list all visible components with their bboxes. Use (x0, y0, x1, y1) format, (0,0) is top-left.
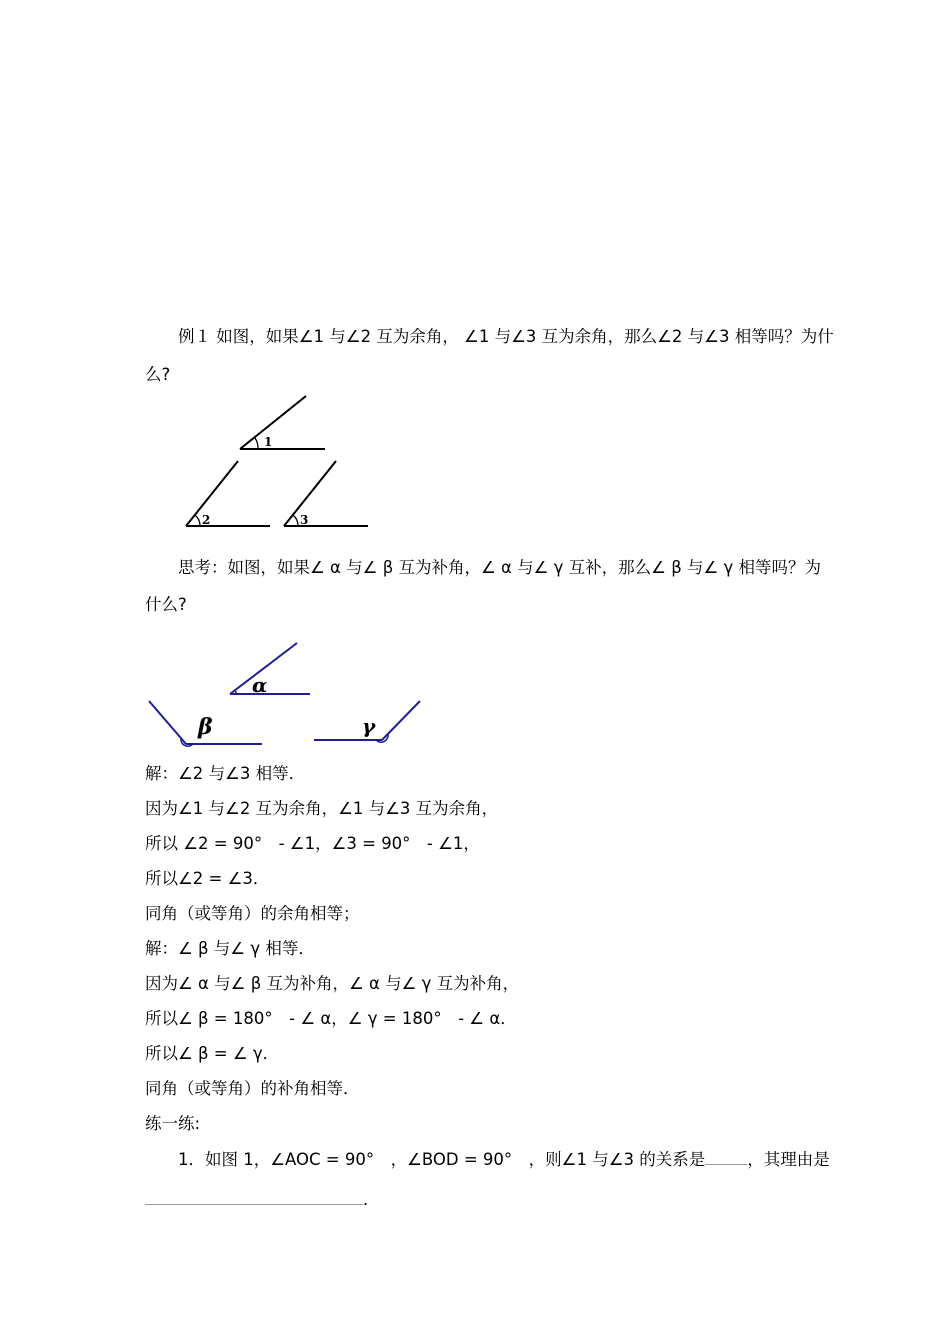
q1-answer-blank-reason[interactable] (145, 1204, 363, 1205)
q1-text-part2: ，其理由是 (747, 1150, 830, 1169)
practice-heading: 练一练: (145, 1114, 201, 1133)
solution2-line: 所以∠ β = ∠ γ． (145, 1044, 280, 1063)
gamma-label: γ (362, 714, 376, 738)
solution1-line: 解：∠2 与∠3 相等． (145, 764, 306, 783)
beta-label: β (198, 714, 213, 740)
solution1-line: 同角（或等角）的余角相等； (145, 904, 360, 923)
solution2-line: 同角（或等角）的补角相等． (145, 1079, 360, 1098)
alpha-label: α (252, 673, 268, 697)
q1-text-end: . (363, 1190, 369, 1209)
q1-text-part1: 1．如图 1，∠AOC = 90° ，∠BOD = 90° ，则∠1 与∠3 的关系是 (178, 1150, 706, 1169)
think-line2: 什么? (145, 595, 187, 614)
angle1-label: 1 (264, 435, 273, 449)
solution2-line: 解：∠ β 与∠ γ 相等． (145, 939, 315, 958)
solution1-line: 所以 ∠2 = 90° - ∠1，∠3 = 90° - ∠1， (145, 834, 480, 853)
solution1-line: 所以∠2 = ∠3． (145, 869, 270, 888)
angle2-label: 2 (202, 513, 211, 527)
q1-answer-blank-relation[interactable] (705, 1164, 747, 1165)
example1-line2: 么? (145, 365, 171, 384)
angle3-label: 3 (300, 513, 309, 527)
solution2-line: 因为∠ α 与∠ β 互为补角，∠ α 与∠ γ 互为补角， (145, 974, 520, 993)
solution1-line: 因为∠1 与∠2 互为余角，∠1 与∠3 互为余角， (145, 799, 499, 818)
think-line1: 思考：如图，如果∠ α 与∠ β 互为补角，∠ α 与∠ γ 互补，那么∠ β 与∠ γ 相等吗？为 (178, 558, 822, 577)
beta-ray-upper (149, 701, 186, 744)
practice-question-1-continued (145, 1189, 368, 1211)
solution2-line: 所以∠ β = 180° - ∠ α，∠ γ = 180° - ∠ α． (145, 1009, 517, 1028)
practice-question-1 (178, 1149, 830, 1171)
example1-line1: 例１ 如图，如果∠1 与∠2 互为余角， ∠1 与∠3 互为余角，那么∠2 与∠3 相等吗？为什 (178, 327, 834, 346)
